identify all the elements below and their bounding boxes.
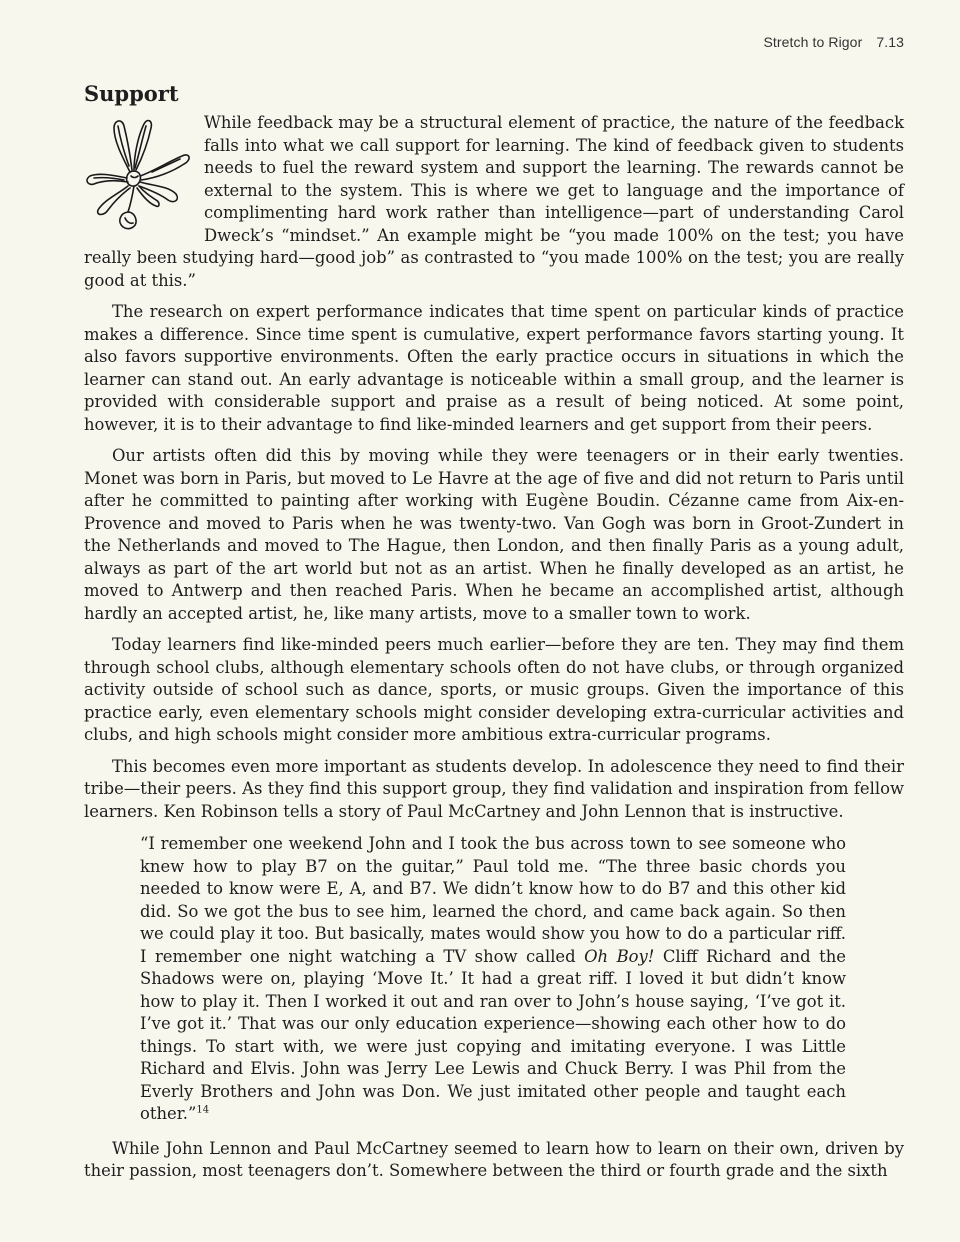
iris-flower-icon <box>84 114 194 230</box>
quote-text-continued: Cliff Richard and the Shadows were on, playing ‘Move It.’ It had a great riff. I loved it but didn’t know how to play it. Then I worked it out and ran over to John’s house saying, ‘I’ve got it. I’ve got it.’ That was our only education experience—showing each other how to do things. To start with, we were just copying and imitating everyone. I was Little Richard and Elvis. John was Jerry Lee Lewis and Chuck Berry. I was Phil from the Everly Brothers and John was Don. We just imitated other people and taught each other.” <box>140 946 846 1123</box>
paragraph: While John Lennon and Paul McCartney seemed to learn how to learn on their own, driven by their passion, most teenagers don’t. Somewhere between the third or fourth grade and the sixth <box>84 1138 904 1180</box>
running-head <box>763 34 904 50</box>
running-title: Stretch to Rigor <box>763 34 863 50</box>
page-number: 7.13 <box>876 34 904 50</box>
quote-italic-title: Oh Boy! <box>584 946 655 966</box>
quote-text: “I remember one weekend John and I took the bus across town to see someone who knew how to play B7 on the guitar,” Paul told me. “The three basic chords you needed to know were E, A, and B7. We didn’t know how to do B7 and this other kid did. So we got the bus to see him, learned the chord, and came back again. So then we could play it too. But basically, mates would show you how to do a particular riff. I remember one night watching a TV show called <box>140 834 846 966</box>
paragraph: Today learners find like-minded peers much earlier—before they are ten. They may find them through school clubs, although elementary schools often do not have clubs, or through organized activity outside of school such as dance, sports, or music groups. Given the importance of this practice early, even elementary schools might consider developing extra-curricular activities and clubs, and high schools might consider more ambitious extra-curricular programs. <box>84 635 904 744</box>
paragraph: This becomes even more important as students develop. In adolescence they need to find their tribe—their peers. As they find this support group, they find validation and inspiration from fellow learners. Ken Robinson tells a story of Paul McCartney and John Lennon that is instructive. <box>84 756 904 821</box>
page-content <box>84 80 904 1192</box>
paragraph: The research on expert performance indicates that time spent on particular kinds of practice makes a difference. Since time spent is cumulative, expert performance favors starting young. It also favors supportive environments. Often the early practice occurs in situations in which the learner can stand out. An early advantage is noticeable within a small group, and the learner is provided with considerable support and praise as a result of being noticed. At some point, however, it is to their advantage to find like-minded learners and get support from their peers. <box>84 302 904 434</box>
section-heading: Support <box>84 81 179 106</box>
block-quote <box>140 833 846 1126</box>
paragraph: While feedback may be a structural element of practice, the nature of the feedback falls into what we call support for learning. The kind of feedback given to students needs to fuel the reward system and support the learning. The rewards cannot be external to the system. This is where we get to language and the importance of complimenting hard work rather than intelligence—part of understanding Carol Dweck’s “mindset.” An example might be “you made 100% on the test; you have really been studying hard—good job” as contrasted to “you made 100% on the test; you are really good at this.” <box>84 113 904 290</box>
paragraph: Our artists often did this by moving while they were teenagers or in their early twenties. Monet was born in Paris, but moved to Le Havre at the age of five and did not return to Paris until after he committed to painting after working with Eugène Boudin. Cézanne came from Aix-en-Provence and moved to Paris when he was twenty-two. Van Gogh was born in Groot-Zundert in the Netherlands and moved to The Hague, then London, and then finally Paris as a young adult, always as part of the art world but not as an artist. When he finally developed as an artist, he moved to Antwerp and then reached Paris. When he became an accomplished artist, although hardly an accepted artist, he, like many artists, move to a smaller town to work. <box>84 446 904 623</box>
footnote-reference[interactable]: 14 <box>196 1104 210 1116</box>
